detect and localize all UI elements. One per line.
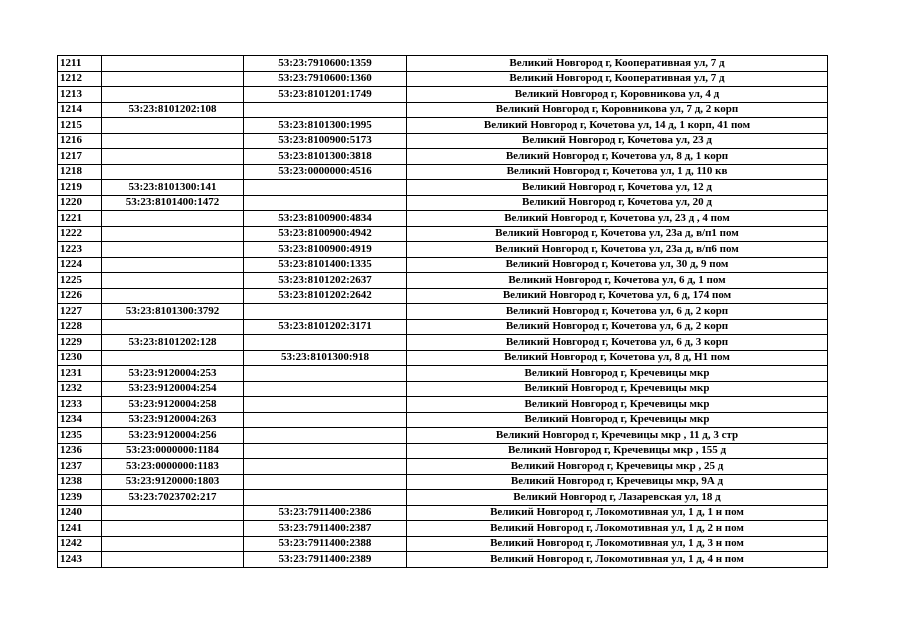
cadastral-number-land: 53:23:8101202:128	[102, 335, 244, 351]
table-row	[58, 273, 828, 289]
table-row	[58, 490, 828, 506]
cadastral-number-land	[102, 118, 244, 134]
row-number: 1242	[58, 536, 102, 552]
row-number: 1216	[58, 133, 102, 149]
address: Великий Новгород г, Кречевицы мкр , 11 д, 3 стр	[407, 428, 828, 444]
cadastral-number-building	[244, 304, 407, 320]
address: Великий Новгород г, Локомотивная ул, 1 д, 2 н пом	[407, 521, 828, 537]
address: Великий Новгород г, Локомотивная ул, 1 д, 4 н пом	[407, 552, 828, 568]
address: Великий Новгород г, Локомотивная ул, 1 д, 3 н пом	[407, 536, 828, 552]
address: Великий Новгород г, Кооперативная ул, 7 д	[407, 56, 828, 72]
address: Великий Новгород г, Коровникова ул, 7 д, 2 корп	[407, 102, 828, 118]
table-row	[58, 102, 828, 118]
cadastral-number-land	[102, 350, 244, 366]
table-row	[58, 552, 828, 568]
table-row	[58, 381, 828, 397]
row-number: 1220	[58, 195, 102, 211]
cadastral-number-land	[102, 288, 244, 304]
address: Великий Новгород г, Кречевицы мкр , 155 д	[407, 443, 828, 459]
row-number: 1225	[58, 273, 102, 289]
table-row	[58, 412, 828, 428]
cadastral-number-land: 53:23:7023702:217	[102, 490, 244, 506]
cadastral-number-land: 53:23:9120004:258	[102, 397, 244, 413]
cadastral-number-building: 53:23:8100900:4919	[244, 242, 407, 258]
cadastral-number-land	[102, 211, 244, 227]
cadastral-number-building: 53:23:8101201:1749	[244, 87, 407, 103]
cadastral-number-building	[244, 459, 407, 475]
cadastral-number-land	[102, 226, 244, 242]
cadastral-number-building: 53:23:0000000:4516	[244, 164, 407, 180]
cadastral-number-building: 53:23:8101300:918	[244, 350, 407, 366]
table-row	[58, 133, 828, 149]
row-number: 1227	[58, 304, 102, 320]
cadastral-number-land	[102, 149, 244, 165]
cadastral-number-building: 53:23:7911400:2387	[244, 521, 407, 537]
row-number: 1226	[58, 288, 102, 304]
table-row	[58, 180, 828, 196]
cadastral-number-building	[244, 180, 407, 196]
row-number: 1230	[58, 350, 102, 366]
cadastral-number-building	[244, 195, 407, 211]
table-body	[58, 56, 828, 568]
table-row	[58, 56, 828, 72]
cadastral-number-building: 53:23:8101202:2642	[244, 288, 407, 304]
address: Великий Новгород г, Кречевицы мкр, 9А д	[407, 474, 828, 490]
address: Великий Новгород г, Кочетова ул, 6 д, 2 корп	[407, 319, 828, 335]
cadastral-number-land	[102, 87, 244, 103]
address: Великий Новгород г, Кочетова ул, 23 д , 4 пом	[407, 211, 828, 227]
row-number: 1215	[58, 118, 102, 134]
cadastral-number-building	[244, 490, 407, 506]
row-number: 1228	[58, 319, 102, 335]
cadastral-number-land	[102, 71, 244, 87]
address: Великий Новгород г, Кречевицы мкр	[407, 412, 828, 428]
cadastral-number-land	[102, 521, 244, 537]
address: Великий Новгород г, Кооперативная ул, 7 д	[407, 71, 828, 87]
cadastral-number-building: 53:23:7911400:2389	[244, 552, 407, 568]
row-number: 1229	[58, 335, 102, 351]
table-row	[58, 505, 828, 521]
cadastral-number-building: 53:23:8101202:2637	[244, 273, 407, 289]
address: Великий Новгород г, Кочетова ул, 1 д, 110 кв	[407, 164, 828, 180]
address: Великий Новгород г, Лазаревская ул, 18 д	[407, 490, 828, 506]
table-row	[58, 195, 828, 211]
cadastral-number-building: 53:23:8101300:3818	[244, 149, 407, 165]
address: Великий Новгород г, Кочетова ул, 6 д, 174 пом	[407, 288, 828, 304]
cadastral-number-land	[102, 536, 244, 552]
row-number: 1217	[58, 149, 102, 165]
row-number: 1235	[58, 428, 102, 444]
cadastral-number-building: 53:23:8100900:4942	[244, 226, 407, 242]
cadastral-number-land: 53:23:8101202:108	[102, 102, 244, 118]
address: Великий Новгород г, Кочетова ул, 6 д, 2 корп	[407, 304, 828, 320]
row-number: 1239	[58, 490, 102, 506]
row-number: 1219	[58, 180, 102, 196]
cadastral-number-land	[102, 257, 244, 273]
address: Великий Новгород г, Кочетова ул, 23а д, в/п1 пом	[407, 226, 828, 242]
cadastral-number-land: 53:23:8101300:141	[102, 180, 244, 196]
address: Великий Новгород г, Кочетова ул, 12 д	[407, 180, 828, 196]
address: Великий Новгород г, Локомотивная ул, 1 д, 1 н пом	[407, 505, 828, 521]
table-row	[58, 335, 828, 351]
address: Великий Новгород г, Кочетова ул, 6 д, 3 корп	[407, 335, 828, 351]
cadastral-number-land: 53:23:0000000:1183	[102, 459, 244, 475]
table-row	[58, 319, 828, 335]
row-number: 1243	[58, 552, 102, 568]
cadastral-number-building: 53:23:7911400:2386	[244, 505, 407, 521]
table-row	[58, 149, 828, 165]
table-row	[58, 459, 828, 475]
cadastral-number-land	[102, 273, 244, 289]
row-number: 1234	[58, 412, 102, 428]
table-row	[58, 118, 828, 134]
cadastral-number-building	[244, 412, 407, 428]
cadastral-number-building: 53:23:7911400:2388	[244, 536, 407, 552]
address: Великий Новгород г, Кочетова ул, 30 д, 9 пом	[407, 257, 828, 273]
cadastral-number-building	[244, 474, 407, 490]
cadastral-number-building	[244, 366, 407, 382]
table-row	[58, 257, 828, 273]
cadastral-number-building	[244, 397, 407, 413]
cadastral-number-building: 53:23:8100900:4834	[244, 211, 407, 227]
table-row	[58, 87, 828, 103]
table-row	[58, 164, 828, 180]
address: Великий Новгород г, Кочетова ул, 14 д, 1 корп, 41 пом	[407, 118, 828, 134]
table-row	[58, 226, 828, 242]
table-row	[58, 366, 828, 382]
property-table	[57, 55, 828, 568]
address: Великий Новгород г, Кречевицы мкр	[407, 366, 828, 382]
cadastral-number-building: 53:23:8101400:1335	[244, 257, 407, 273]
cadastral-number-land	[102, 242, 244, 258]
cadastral-number-land	[102, 505, 244, 521]
table-row	[58, 474, 828, 490]
cadastral-number-land	[102, 56, 244, 72]
table-row	[58, 71, 828, 87]
cadastral-number-building: 53:23:7910600:1359	[244, 56, 407, 72]
row-number: 1224	[58, 257, 102, 273]
cadastral-number-land	[102, 319, 244, 335]
address: Великий Новгород г, Кречевицы мкр , 25 д	[407, 459, 828, 475]
cadastral-number-land: 53:23:9120000:1803	[102, 474, 244, 490]
cadastral-number-land: 53:23:9120004:254	[102, 381, 244, 397]
row-number: 1212	[58, 71, 102, 87]
row-number: 1223	[58, 242, 102, 258]
row-number: 1222	[58, 226, 102, 242]
cadastral-number-land: 53:23:9120004:253	[102, 366, 244, 382]
cadastral-number-building	[244, 443, 407, 459]
row-number: 1221	[58, 211, 102, 227]
table-row	[58, 536, 828, 552]
table-row	[58, 304, 828, 320]
cadastral-number-land	[102, 164, 244, 180]
row-number: 1241	[58, 521, 102, 537]
address: Великий Новгород г, Кречевицы мкр	[407, 397, 828, 413]
cadastral-number-land	[102, 133, 244, 149]
row-number: 1237	[58, 459, 102, 475]
table-row	[58, 211, 828, 227]
table-row	[58, 242, 828, 258]
row-number: 1231	[58, 366, 102, 382]
cadastral-number-building: 53:23:8101202:3171	[244, 319, 407, 335]
address: Великий Новгород г, Кочетова ул, 23 д	[407, 133, 828, 149]
table-row	[58, 350, 828, 366]
table-row	[58, 397, 828, 413]
table-row	[58, 428, 828, 444]
cadastral-number-building	[244, 428, 407, 444]
cadastral-number-land: 53:23:8101400:1472	[102, 195, 244, 211]
address: Великий Новгород г, Кочетова ул, 23а д, в/п6 пом	[407, 242, 828, 258]
address: Великий Новгород г, Коровникова ул, 4 д	[407, 87, 828, 103]
row-number: 1211	[58, 56, 102, 72]
row-number: 1236	[58, 443, 102, 459]
address: Великий Новгород г, Кочетова ул, 8 д, Н1 пом	[407, 350, 828, 366]
cadastral-number-land: 53:23:0000000:1184	[102, 443, 244, 459]
cadastral-number-land: 53:23:9120004:256	[102, 428, 244, 444]
table-row	[58, 443, 828, 459]
cadastral-number-land: 53:23:8101300:3792	[102, 304, 244, 320]
row-number: 1232	[58, 381, 102, 397]
cadastral-number-building	[244, 381, 407, 397]
address: Великий Новгород г, Кочетова ул, 20 д	[407, 195, 828, 211]
cadastral-number-building: 53:23:8100900:5173	[244, 133, 407, 149]
cadastral-number-land	[102, 552, 244, 568]
row-number: 1238	[58, 474, 102, 490]
address: Великий Новгород г, Кочетова ул, 6 д, 1 пом	[407, 273, 828, 289]
cadastral-number-land: 53:23:9120004:263	[102, 412, 244, 428]
cadastral-number-building: 53:23:8101300:1995	[244, 118, 407, 134]
row-number: 1240	[58, 505, 102, 521]
cadastral-number-building	[244, 335, 407, 351]
row-number: 1214	[58, 102, 102, 118]
cadastral-number-building	[244, 102, 407, 118]
row-number: 1213	[58, 87, 102, 103]
row-number: 1233	[58, 397, 102, 413]
table-row	[58, 521, 828, 537]
address: Великий Новгород г, Кречевицы мкр	[407, 381, 828, 397]
address: Великий Новгород г, Кочетова ул, 8 д, 1 корп	[407, 149, 828, 165]
table-row	[58, 288, 828, 304]
row-number: 1218	[58, 164, 102, 180]
cadastral-number-building: 53:23:7910600:1360	[244, 71, 407, 87]
